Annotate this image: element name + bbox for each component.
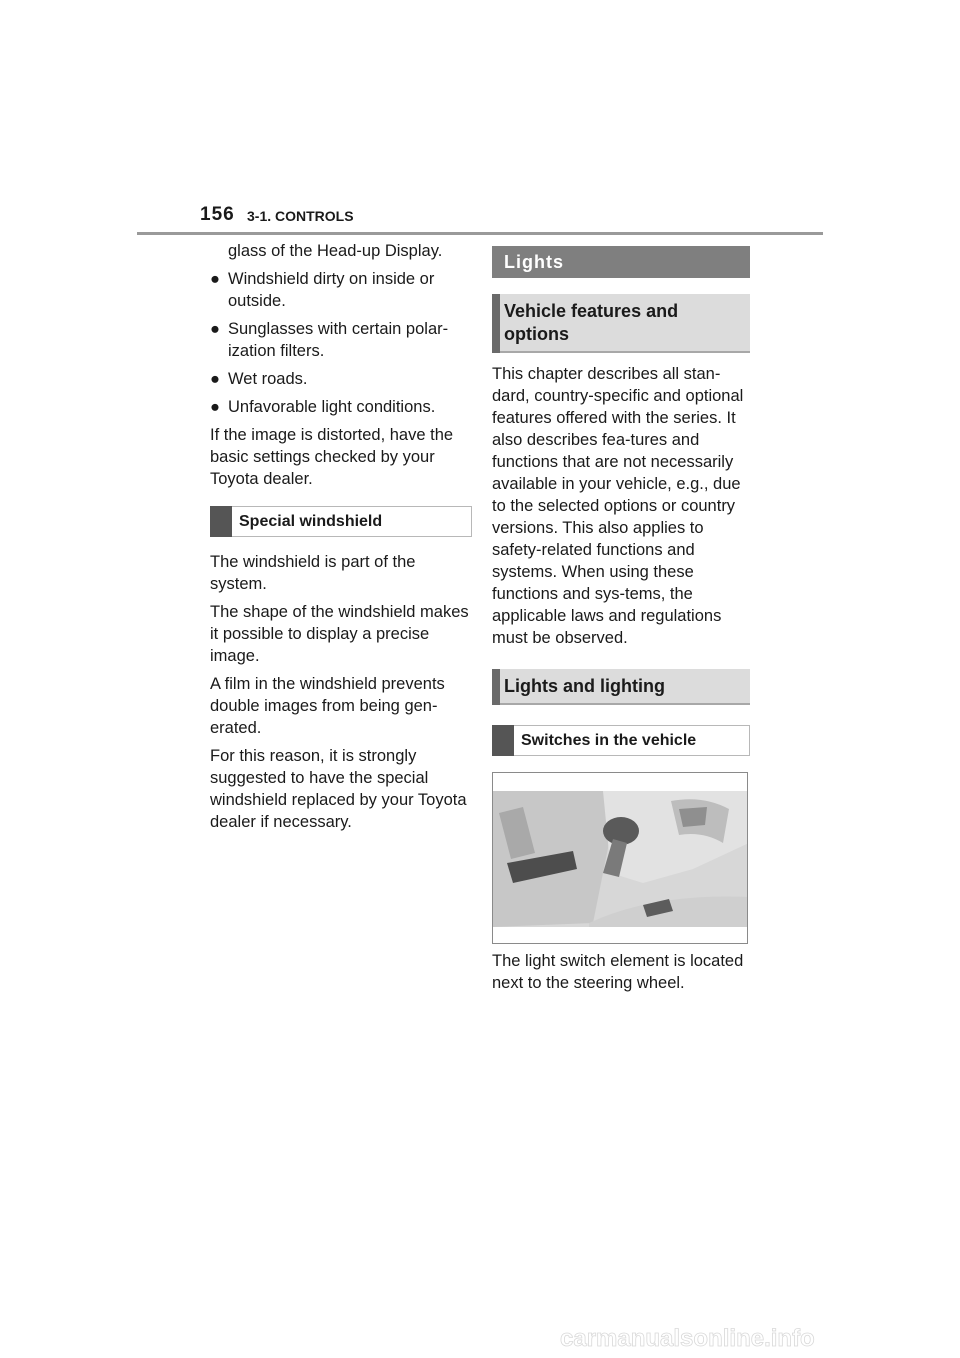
subheading-special-windshield (210, 506, 472, 537)
bullet-item (210, 318, 472, 362)
subheading-switches (492, 725, 750, 756)
bullet-item (210, 268, 472, 312)
bullet-item (210, 368, 472, 390)
paragraph-features: This chapter describes all stan-dard, country-specific and optional features offered with the series. It also describes fea-tures and functions that are not necessarily available in your vehicle, e.g., due to the selected options or country versions. This also applies to safety-related functions and systems. When using these functions and sys-tems, the applicable laws and regulations must be observed. (492, 365, 744, 647)
paragraph: The shape of the windshield makes it possible to display a precise image. (210, 603, 469, 665)
header-rule (137, 232, 823, 235)
heading-lights-and-lighting (492, 669, 750, 705)
bullet-text: Wet roads. (228, 370, 308, 388)
bullet-dot-icon: ● (210, 320, 220, 338)
main-heading-lights: Lights (492, 246, 750, 278)
heading-bar (492, 294, 500, 353)
subheading-text: Special windshield (239, 513, 383, 530)
left-column (210, 240, 472, 839)
bullet-text: Unfavorable light conditions. (228, 398, 436, 416)
section-title: 3-1. CONTROLS (247, 208, 354, 224)
heading-text: Vehicle features and options (504, 301, 679, 344)
paragraph-distorted: If the image is distorted, have the basic settings checked by your Toyota dealer. (210, 426, 454, 488)
bullet-dot-icon: ● (210, 370, 220, 388)
vehicle-interior-photo (492, 772, 748, 944)
subheading-text: Switches in the vehicle (521, 732, 697, 749)
subheading-bar (492, 725, 514, 756)
bullet-item (210, 396, 472, 418)
watermark (560, 1322, 920, 1352)
bullet-dot-icon: ● (210, 398, 220, 416)
watermark-text: carmanualsonline.info (560, 1325, 815, 1352)
continuation-text: glass of the Head-up Display. (228, 242, 443, 260)
page-number: 156 (200, 204, 235, 225)
paragraph: A film in the windshield prevents double images from being gen-erated. (210, 675, 445, 737)
heading-vehicle-features (492, 294, 750, 353)
paragraph: For this reason, it is strongly suggested to have the special windshield replaced by your Toyota dealer if necessary. (210, 747, 467, 831)
subheading-bar (210, 506, 232, 537)
heading-text: Lights and lighting (504, 676, 665, 696)
paragraph: The windshield is part of the system. (210, 553, 416, 593)
heading-bar (492, 669, 500, 705)
bullet-dot-icon: ● (210, 270, 220, 288)
bullet-text: Sunglasses with certain polar-ization filters. (228, 320, 449, 360)
right-column (492, 246, 750, 1000)
bullet-text: Windshield dirty on inside or outside. (228, 270, 435, 310)
photo-caption: The light switch element is located next to the steering wheel. (492, 952, 744, 992)
